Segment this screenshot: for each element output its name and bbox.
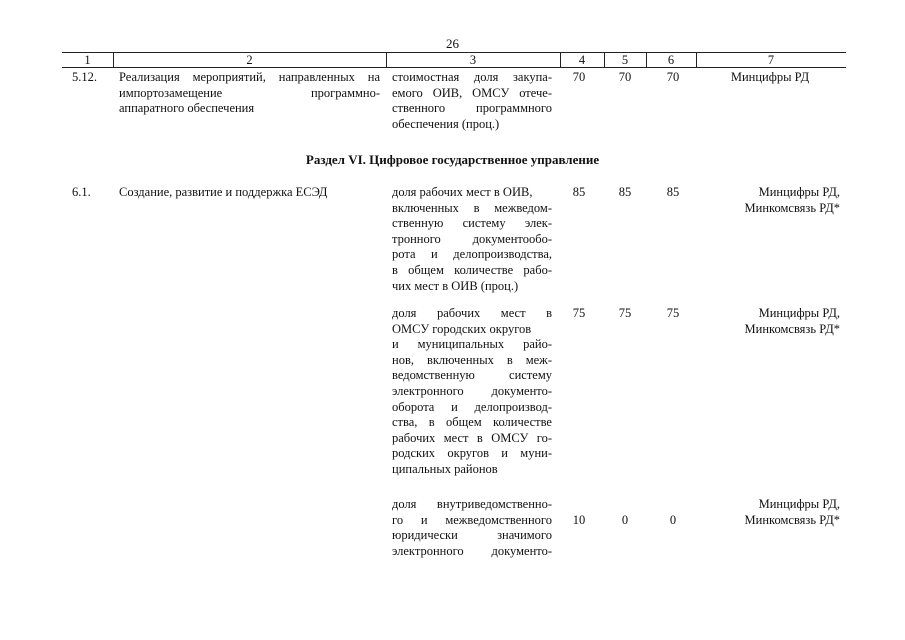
column-number: 6 <box>667 53 675 67</box>
indicator-text <box>392 185 552 294</box>
text-line: Минцифры РД <box>730 70 810 84</box>
text-line: ства, в общем количестве <box>392 415 552 430</box>
text-line: импортозамещение программно- <box>119 85 380 100</box>
text-line: Минкомсвязь РД* <box>744 512 840 527</box>
value-col6: 70 <box>666 70 680 84</box>
text-line: доля внутриведомственно- <box>392 497 552 511</box>
text-line: электронного документо- <box>392 543 552 558</box>
responsible <box>700 497 840 528</box>
text-line: Минкомсвязь РД* <box>744 200 840 215</box>
text-line: ОМСУ городских округов <box>392 321 532 336</box>
value-col5: 75 <box>618 306 632 320</box>
text-line: Минцифры РД, <box>758 306 840 320</box>
text-line: аппаратного обеспечения <box>119 101 255 116</box>
responsible <box>700 70 840 86</box>
text-line: тронного документообо- <box>392 231 552 246</box>
value-col6: 85 <box>666 185 680 199</box>
text-line: чих мест в ОИВ (проц.) <box>392 278 519 293</box>
text-line: родских округов и муни- <box>392 446 552 461</box>
value-col4: 85 <box>572 185 586 199</box>
activity-name: Создание, развитие и поддержка ЕСЭД <box>119 185 328 199</box>
value-col5: 85 <box>618 185 632 199</box>
responsible <box>700 306 840 337</box>
column-number: 1 <box>84 53 91 67</box>
text-line: ственного программного <box>392 101 552 116</box>
text-line: ведомственную систему <box>392 368 552 383</box>
text-line: ципальных районов <box>392 461 498 476</box>
text-line: Реализация мероприятий, направленных на <box>119 70 380 84</box>
text-line: в общем количестве рабо- <box>392 262 552 277</box>
text-line: рота и делопроизводства, <box>392 247 552 262</box>
text-line: юридически значимого <box>392 528 552 543</box>
text-line: емого ОИВ, ОМСУ отече- <box>392 85 552 100</box>
text-line: доля рабочих мест в <box>392 306 552 320</box>
section-title: Раздел VI. Цифровое государственное управление <box>305 152 600 167</box>
text-line: Минцифры РД, <box>758 185 840 199</box>
row-number: 5.12. <box>72 70 97 84</box>
text-line: Минкомсвязь РД* <box>744 321 840 336</box>
row-number: 6.1. <box>72 185 91 199</box>
text-line: ственную систему элек- <box>392 216 552 231</box>
indicator-text <box>392 70 552 132</box>
text-line: и муниципальных райо- <box>392 337 552 352</box>
page-number: 26 <box>446 36 459 51</box>
text-line: рабочих мест в ОМСУ го- <box>392 430 552 445</box>
column-number: 3 <box>469 53 477 67</box>
value-col5: 0 <box>621 513 629 527</box>
header-bottom-border <box>62 67 846 68</box>
column-number: 7 <box>767 53 775 67</box>
column-number: 5 <box>621 53 629 67</box>
text-line: доля рабочих мест в ОИВ, <box>392 185 533 199</box>
indicator-text <box>392 306 552 478</box>
responsible <box>700 185 840 216</box>
value-col4: 75 <box>572 306 586 320</box>
column-number: 4 <box>578 53 586 67</box>
text-line: Минцифры РД, <box>758 497 840 511</box>
text-line: включенных в межведом- <box>392 200 552 215</box>
activity-name <box>119 70 380 117</box>
value-col4: 10 <box>572 513 586 527</box>
text-line: электронного документо- <box>392 383 552 398</box>
text-line: стоимостная доля закупа- <box>392 70 552 84</box>
value-col4: 70 <box>572 70 586 84</box>
value-col5: 70 <box>618 70 632 84</box>
value-col6: 75 <box>666 306 680 320</box>
text-line: го и межведомственного <box>392 512 552 527</box>
text-line: обеспечения (проц.) <box>392 116 500 131</box>
column-number: 2 <box>246 53 253 67</box>
text-line: оборота и делопроизвод- <box>392 399 552 414</box>
text-line: нов, включенных в меж- <box>392 352 552 367</box>
value-col6: 0 <box>669 513 677 527</box>
indicator-text <box>392 497 552 559</box>
